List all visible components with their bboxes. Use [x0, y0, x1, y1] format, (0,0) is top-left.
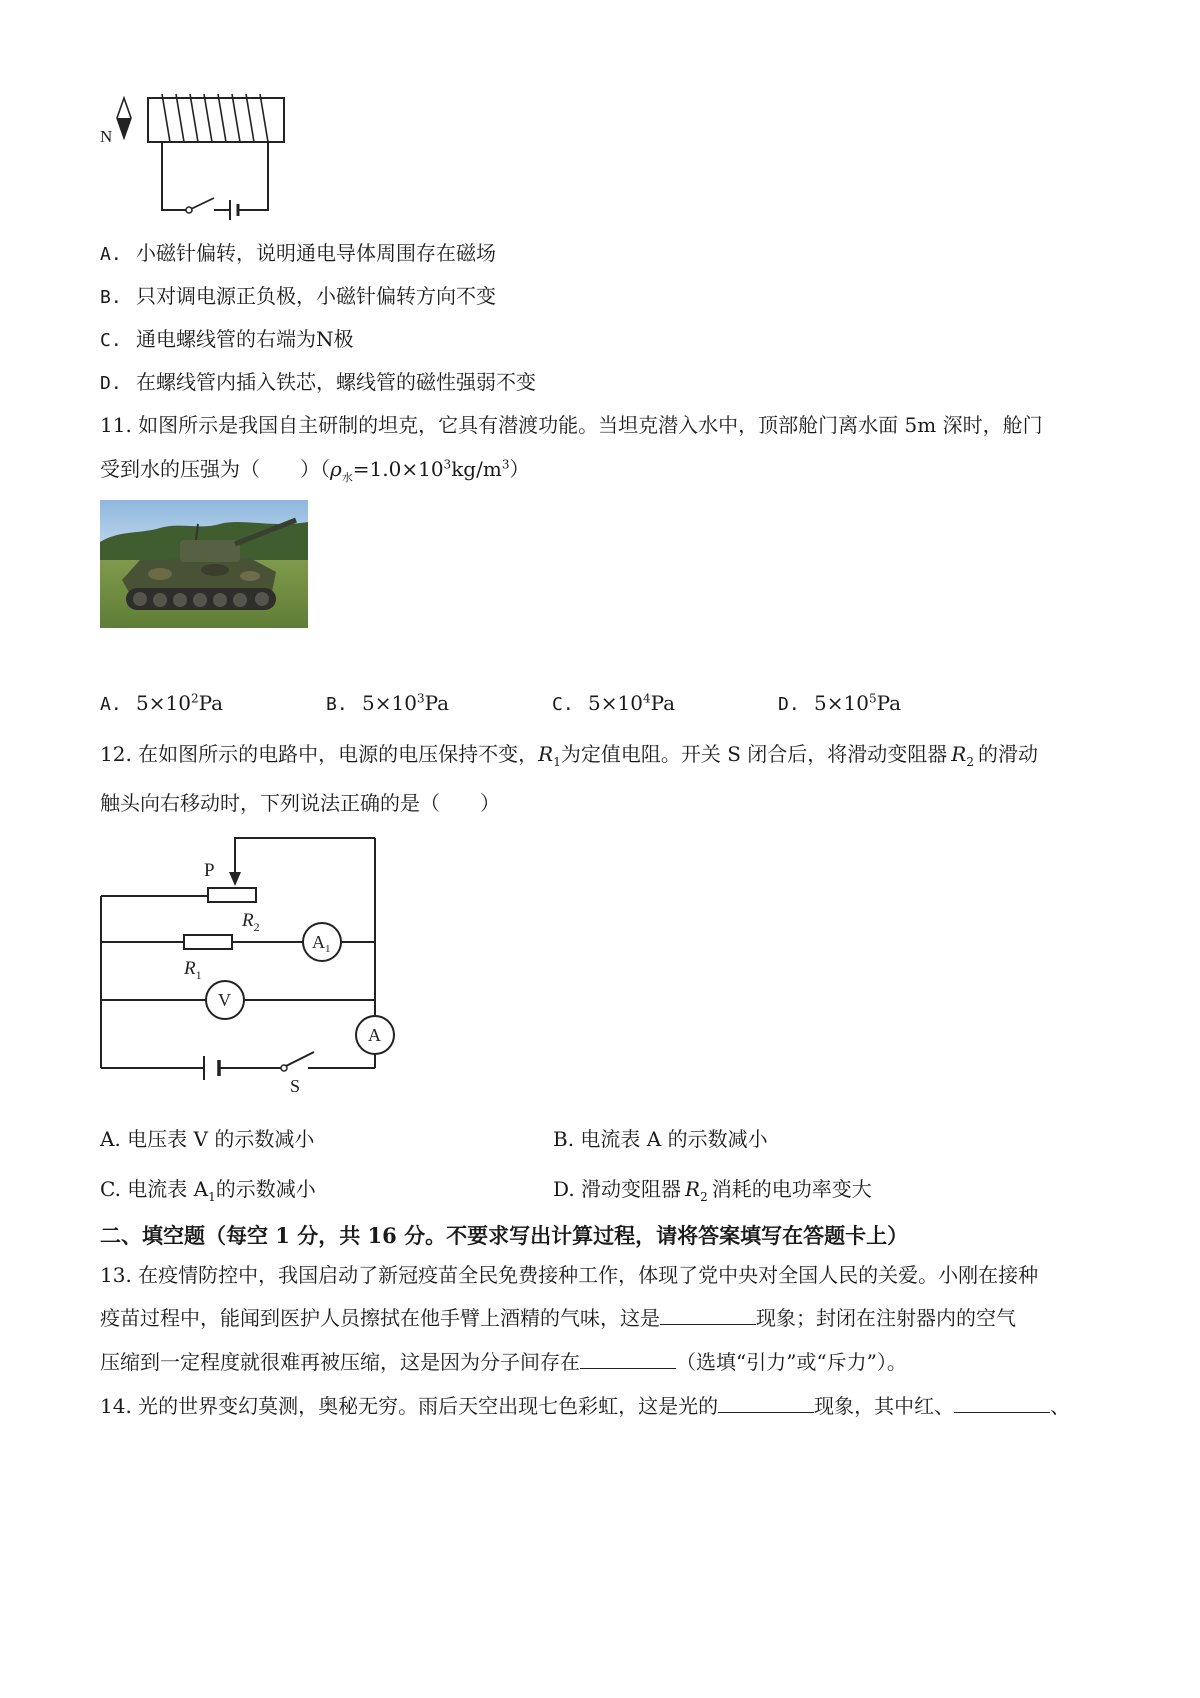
option-unit: Pa [876, 691, 902, 715]
q13-text: （选填“引力”或“斥力”）。 [676, 1350, 907, 1374]
q13-text: 现象；封闭在注射器内的空气 [756, 1306, 1016, 1330]
option-exponent: 2 [190, 691, 199, 706]
q13-line3 [100, 1349, 907, 1375]
q12-stem-line1 [100, 741, 1038, 767]
unit-exponent: 3 [501, 457, 510, 472]
answer-blank[interactable] [954, 1394, 1050, 1413]
option-text: 只对调电源正负极，小磁针偏转方向不变 [136, 284, 497, 308]
answer-blank[interactable] [580, 1350, 676, 1369]
option-letter: A. [100, 244, 122, 265]
q14-text: 14. 光的世界变幻莫测，奥秘无穷。雨后天空出现七色彩虹，这是光的 [100, 1394, 719, 1418]
r2-var: R [685, 1177, 701, 1201]
option-unit: Pa [650, 691, 676, 715]
q11-stem-text: 受到水的压强为（ ）（ [100, 457, 330, 481]
needle-n-label: N [100, 127, 113, 146]
r2-sub: 2 [700, 1190, 708, 1204]
q14-text: 现象，其中红、 [814, 1394, 955, 1418]
slider-p-label: P [204, 860, 215, 881]
q11-stem-line2 [100, 456, 529, 482]
option-letter: D. [100, 373, 122, 394]
a1-sub: 1 [208, 1190, 216, 1204]
option-text: 的示数减小 [215, 1177, 316, 1201]
option-text: 小磁针偏转，说明通电导体周围存在磁场 [136, 241, 497, 265]
solenoid-circuit-figure [100, 92, 320, 232]
option-exponent: 3 [416, 691, 425, 706]
option-base: 5×10 [136, 691, 191, 715]
q13-text: 压缩到一定程度就很难再被压缩，这是因为分子间存在 [100, 1350, 580, 1374]
q12-option-b: B. 电流表 A 的示数减小 [553, 1127, 768, 1151]
option-unit: Pa [424, 691, 450, 715]
option-letter: C. [552, 694, 574, 715]
q11-option-a [100, 690, 223, 718]
q10-option-c [100, 326, 354, 354]
q11-stem-line1: 11. 如图所示是我国自主研制的坦克，它具有潜渡功能。当坦克潜入水中，顶部舱门离水面 5m 深时，舱门 [100, 413, 1043, 437]
v-label: V [218, 990, 231, 1010]
a1-label: $A_1$ [312, 932, 331, 955]
option-base: 5×10 [362, 691, 417, 715]
q12-stem-text: 为定值电阻。开关 S 闭合后，将滑动变阻器 [560, 742, 948, 766]
q13-text: 疫苗过程中，能闻到医护人员擦拭在他手臂上酒精的气味，这是 [100, 1306, 660, 1330]
q12-option-c [100, 1176, 316, 1202]
q13-line1: 13. 在疫情防控中，我国启动了新冠疫苗全民免费接种工作，体现了党中央对全国人民的关爱。小刚在接种 [100, 1263, 1039, 1287]
q12-stem-text: 12. 在如图所示的电路中，电源的电压保持不变， [100, 742, 539, 766]
rho-symbol: ρ [330, 457, 342, 481]
option-letter: A. [100, 694, 122, 715]
q11-option-d [778, 690, 901, 718]
option-letter: B. [326, 694, 348, 715]
density-value: =1.0×10 [352, 457, 444, 481]
option-exponent: 4 [642, 691, 651, 706]
option-text: C. 电流表 A [100, 1177, 209, 1201]
answer-blank[interactable] [718, 1394, 814, 1413]
q10-option-a [100, 240, 496, 268]
q12-stem-text: 的滑动 [978, 742, 1038, 766]
answer-blank[interactable] [660, 1306, 756, 1325]
r1-sub: 1 [553, 755, 561, 769]
q12-stem-line2: 触头向右移动时，下列说法正确的是（ ） [100, 791, 500, 815]
circuit-diagram [96, 834, 402, 1096]
switch-s-label: S [290, 1076, 301, 1096]
q12-option-a: A. 电压表 V 的示数减小 [100, 1127, 315, 1151]
density-exponent: 3 [443, 457, 452, 472]
option-exponent: 5 [868, 691, 877, 706]
close-paren: ） [509, 457, 530, 481]
option-unit: Pa [198, 691, 224, 715]
option-text: D. 滑动变阻器 [553, 1177, 682, 1201]
slider-arrow-icon [229, 872, 241, 886]
q14-line1 [100, 1393, 1070, 1419]
q10-option-b [100, 283, 496, 311]
a-label: A [368, 1025, 381, 1045]
r1-label: $R_1$ [184, 958, 202, 982]
option-text: 在螺线管内插入铁芯，螺线管的磁性强弱不变 [136, 370, 537, 394]
option-letter: C. [100, 330, 122, 351]
q13-line2 [100, 1305, 1016, 1331]
r1-var: R [538, 742, 554, 766]
tank-photo [100, 500, 308, 628]
rho-subscript: 水 [341, 471, 353, 484]
option-base: 5×10 [814, 691, 869, 715]
q10-option-d [100, 369, 536, 397]
option-letter: D. [778, 694, 800, 715]
q12-option-d [553, 1176, 872, 1202]
option-text: 通电螺线管的右端为N极 [136, 327, 354, 351]
q11-option-c [552, 690, 675, 718]
q14-text: 、 [1050, 1394, 1071, 1418]
r2-sub: 2 [966, 755, 974, 769]
q11-option-b [326, 690, 449, 718]
option-text: 消耗的电功率变大 [711, 1177, 872, 1201]
r2-var: R [951, 742, 967, 766]
option-letter: B. [100, 287, 122, 308]
density-unit: kg/m [451, 457, 502, 481]
section-heading-fill-in: 二、填空题（每空 1 分，共 16 分。不要求写出计算过程，请将答案填写在答题卡上） [100, 1223, 909, 1248]
option-base: 5×10 [588, 691, 643, 715]
r2-label: $R_2$ [242, 910, 260, 934]
